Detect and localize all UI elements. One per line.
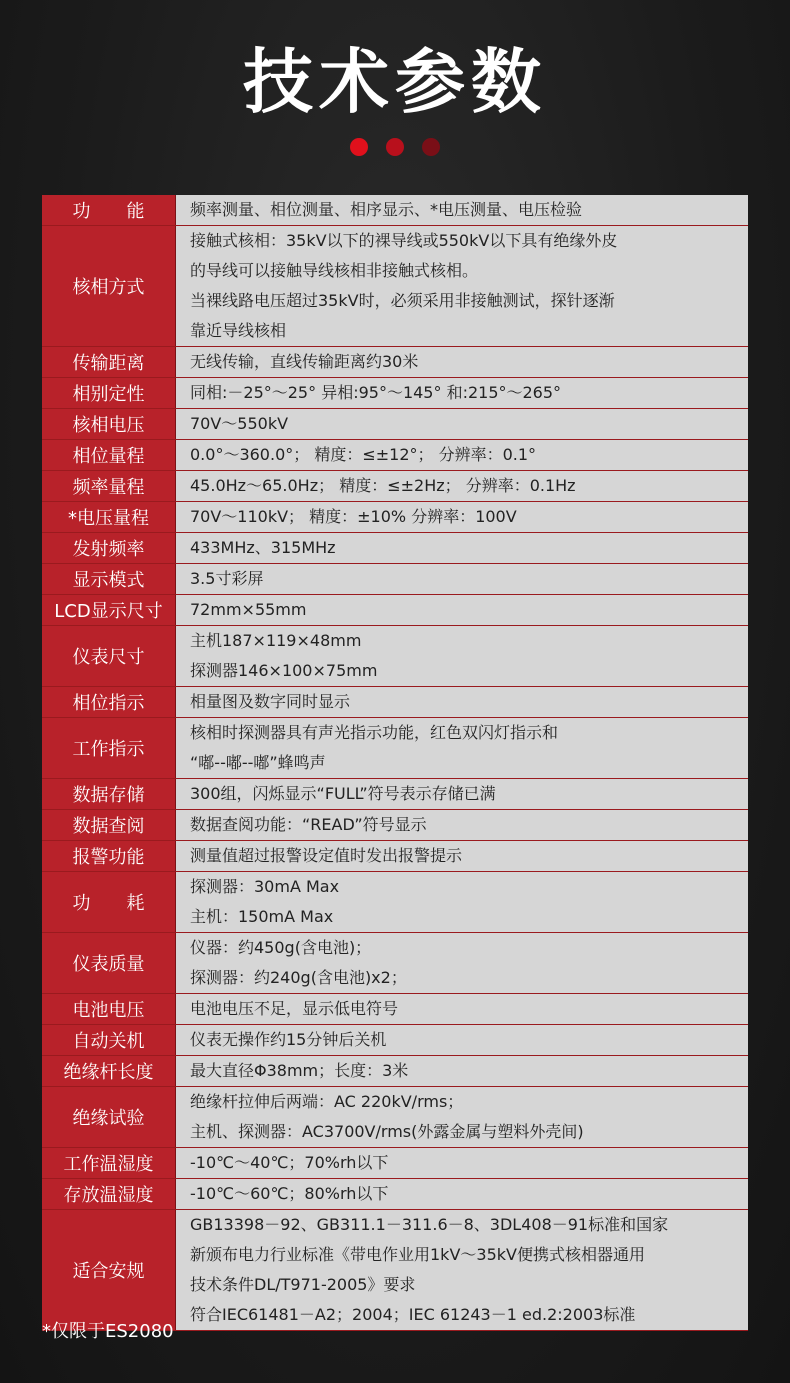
- spec-label: 核相方式: [42, 226, 176, 347]
- spec-value-line: “嘟--嘟--嘟”蜂鸣声: [190, 753, 326, 772]
- spec-value-line: 0.0°～360.0°； 精度：≤±12°； 分辨率：0.1°: [190, 445, 537, 464]
- spec-label: 功 耗: [42, 872, 176, 933]
- decorative-dots: [0, 138, 790, 158]
- spec-row: [42, 440, 748, 471]
- spec-value-line: 符合IEC61481－A2；2004；IEC 61243－1 ed.2:2003标准: [190, 1305, 636, 1324]
- spec-value-line: 频率测量、相位测量、相序显示、*电压测量、电压检验: [190, 200, 583, 219]
- spec-row: [42, 226, 748, 347]
- spec-label: 绝缘试验: [42, 1087, 176, 1148]
- spec-value-line: 72mm×55mm: [190, 600, 307, 619]
- spec-value: [176, 1210, 749, 1331]
- spec-label: 绝缘杆长度: [42, 1056, 176, 1087]
- spec-label: LCD显示尺寸: [42, 595, 176, 626]
- spec-value-line: 靠近导线核相: [190, 321, 287, 340]
- spec-value: [176, 779, 749, 810]
- spec-row: [42, 471, 748, 502]
- spec-label: 自动关机: [42, 1025, 176, 1056]
- spec-row: [42, 779, 748, 810]
- spec-row: [42, 841, 748, 872]
- spec-value: [176, 718, 749, 779]
- spec-value-line: 数据查阅功能：“READ”符号显示: [190, 815, 427, 834]
- spec-label: 数据存储: [42, 779, 176, 810]
- spec-label: *电压量程: [42, 502, 176, 533]
- spec-value-line: 探测器：30mA Max: [190, 877, 340, 896]
- spec-table-body: [42, 195, 748, 1331]
- spec-label: 相位指示: [42, 687, 176, 718]
- spec-value-line: 仪器：约450g(含电池)；: [190, 938, 372, 957]
- spec-row: [42, 409, 748, 440]
- spec-value: [176, 440, 749, 471]
- spec-value: [176, 1025, 749, 1056]
- spec-value: [176, 409, 749, 440]
- spec-value: [176, 347, 749, 378]
- spec-value-line: 绝缘杆拉伸后两端：AC 220kV/rms；: [190, 1092, 464, 1111]
- spec-table: [42, 195, 748, 1331]
- footnote: *仅限于ES2080: [42, 1321, 174, 1342]
- spec-row: [42, 378, 748, 409]
- spec-value: [176, 533, 749, 564]
- spec-value: [176, 226, 749, 347]
- spec-value: [176, 1148, 749, 1179]
- spec-row: [42, 1087, 748, 1148]
- spec-row: [42, 564, 748, 595]
- spec-value-line: 的导线可以接触导线核相非接触式核相。: [190, 261, 479, 280]
- spec-label: 工作指示: [42, 718, 176, 779]
- spec-value-line: 主机187×119×48mm: [190, 631, 362, 650]
- spec-label: 仪表尺寸: [42, 626, 176, 687]
- spec-value-line: 70V～550kV: [190, 414, 289, 433]
- spec-value-line: -10℃～40℃；70%rh以下: [190, 1153, 389, 1172]
- spec-label: 核相电压: [42, 409, 176, 440]
- spec-value-line: GB13398－92、GB311.1－311.6－8、3DL408－91标准和国家: [190, 1215, 669, 1234]
- spec-value-line: 45.0Hz～65.0Hz； 精度：≤±2Hz； 分辨率：0.1Hz: [190, 476, 576, 495]
- spec-label: 报警功能: [42, 841, 176, 872]
- spec-value: [176, 1179, 749, 1210]
- spec-value-line: 主机：150mA Max: [190, 907, 334, 926]
- spec-value: [176, 595, 749, 626]
- spec-row: [42, 502, 748, 533]
- spec-value-line: 主机、探测器：AC3700V/rms(外露金属与塑料外壳间): [190, 1122, 584, 1141]
- spec-value: [176, 687, 749, 718]
- spec-row: [42, 718, 748, 779]
- spec-value-line: 300组，闪烁显示“FULL”符号表示存储已满: [190, 784, 496, 803]
- spec-value: [176, 502, 749, 533]
- spec-value-line: 核相时探测器具有声光指示功能，红色双闪灯指示和: [190, 723, 559, 742]
- dot-2: [386, 138, 404, 156]
- spec-value-line: 最大直径Φ38mm；长度：3米: [190, 1061, 409, 1080]
- spec-value: [176, 195, 749, 226]
- spec-value-line: 同相:－25°～25° 异相:95°～145° 和:215°～265°: [190, 383, 562, 402]
- spec-value-line: -10℃～60℃；80%rh以下: [190, 1184, 389, 1203]
- spec-value: [176, 994, 749, 1025]
- spec-row: [42, 347, 748, 378]
- spec-label: 仪表质量: [42, 933, 176, 994]
- spec-value-line: 技术条件DL/T971-2005》要求: [190, 1275, 416, 1294]
- spec-row: [42, 533, 748, 564]
- spec-value-line: 仪表无操作约15分钟后关机: [190, 1030, 387, 1049]
- spec-row: [42, 595, 748, 626]
- spec-label: 数据查阅: [42, 810, 176, 841]
- spec-label: 相别定性: [42, 378, 176, 409]
- spec-row: [42, 687, 748, 718]
- spec-label: 频率量程: [42, 471, 176, 502]
- spec-row: [42, 626, 748, 687]
- spec-label: 电池电压: [42, 994, 176, 1025]
- spec-value: [176, 872, 749, 933]
- spec-row: [42, 933, 748, 994]
- spec-label: 功 能: [42, 195, 176, 226]
- spec-value-line: 无线传输，直线传输距离约30米: [190, 352, 419, 371]
- spec-value-line: 探测器：约240g(含电池)x2；: [190, 968, 407, 987]
- spec-row: [42, 1025, 748, 1056]
- spec-row: [42, 994, 748, 1025]
- spec-label: 传输距离: [42, 347, 176, 378]
- spec-value-line: 3.5寸彩屏: [190, 569, 264, 588]
- spec-row: [42, 195, 748, 226]
- spec-value: [176, 933, 749, 994]
- spec-value: [176, 841, 749, 872]
- spec-value-line: 测量值超过报警设定值时发出报警提示: [190, 846, 463, 865]
- spec-label: 相位量程: [42, 440, 176, 471]
- spec-row: [42, 1179, 748, 1210]
- spec-value: [176, 564, 749, 595]
- spec-value-line: 相量图及数字同时显示: [190, 692, 351, 711]
- spec-value-line: 70V～110kV； 精度：±10% 分辨率：100V: [190, 507, 517, 526]
- dot-1: [350, 138, 368, 156]
- spec-label: 显示模式: [42, 564, 176, 595]
- spec-value-line: 接触式核相：35kV以下的裸导线或550kV以下具有绝缘外皮: [190, 231, 618, 250]
- spec-label: 存放温湿度: [42, 1179, 176, 1210]
- spec-label: 工作温湿度: [42, 1148, 176, 1179]
- spec-row: [42, 1148, 748, 1179]
- spec-row: [42, 810, 748, 841]
- spec-label: 发射频率: [42, 533, 176, 564]
- spec-row: [42, 1210, 748, 1331]
- spec-value: [176, 378, 749, 409]
- spec-value: [176, 1056, 749, 1087]
- spec-row: [42, 1056, 748, 1087]
- spec-value: [176, 810, 749, 841]
- spec-value-line: 探测器146×100×75mm: [190, 661, 378, 680]
- spec-value-line: 当裸线路电压超过35kV时，必须采用非接触测试，探针逐渐: [190, 291, 615, 310]
- spec-value-line: 433MHz、315MHz: [190, 538, 336, 557]
- spec-row: [42, 872, 748, 933]
- spec-label: 适合安规: [42, 1210, 176, 1331]
- dot-3: [422, 138, 440, 156]
- page-title: 技术参数: [243, 41, 547, 123]
- spec-value: [176, 471, 749, 502]
- spec-value-line: 新颁布电力行业标准《带电作业用1kV～35kV便携式核相器通用: [190, 1245, 645, 1264]
- spec-value-line: 电池电压不足，显示低电符号: [190, 999, 399, 1018]
- spec-value: [176, 626, 749, 687]
- spec-value: [176, 1087, 749, 1148]
